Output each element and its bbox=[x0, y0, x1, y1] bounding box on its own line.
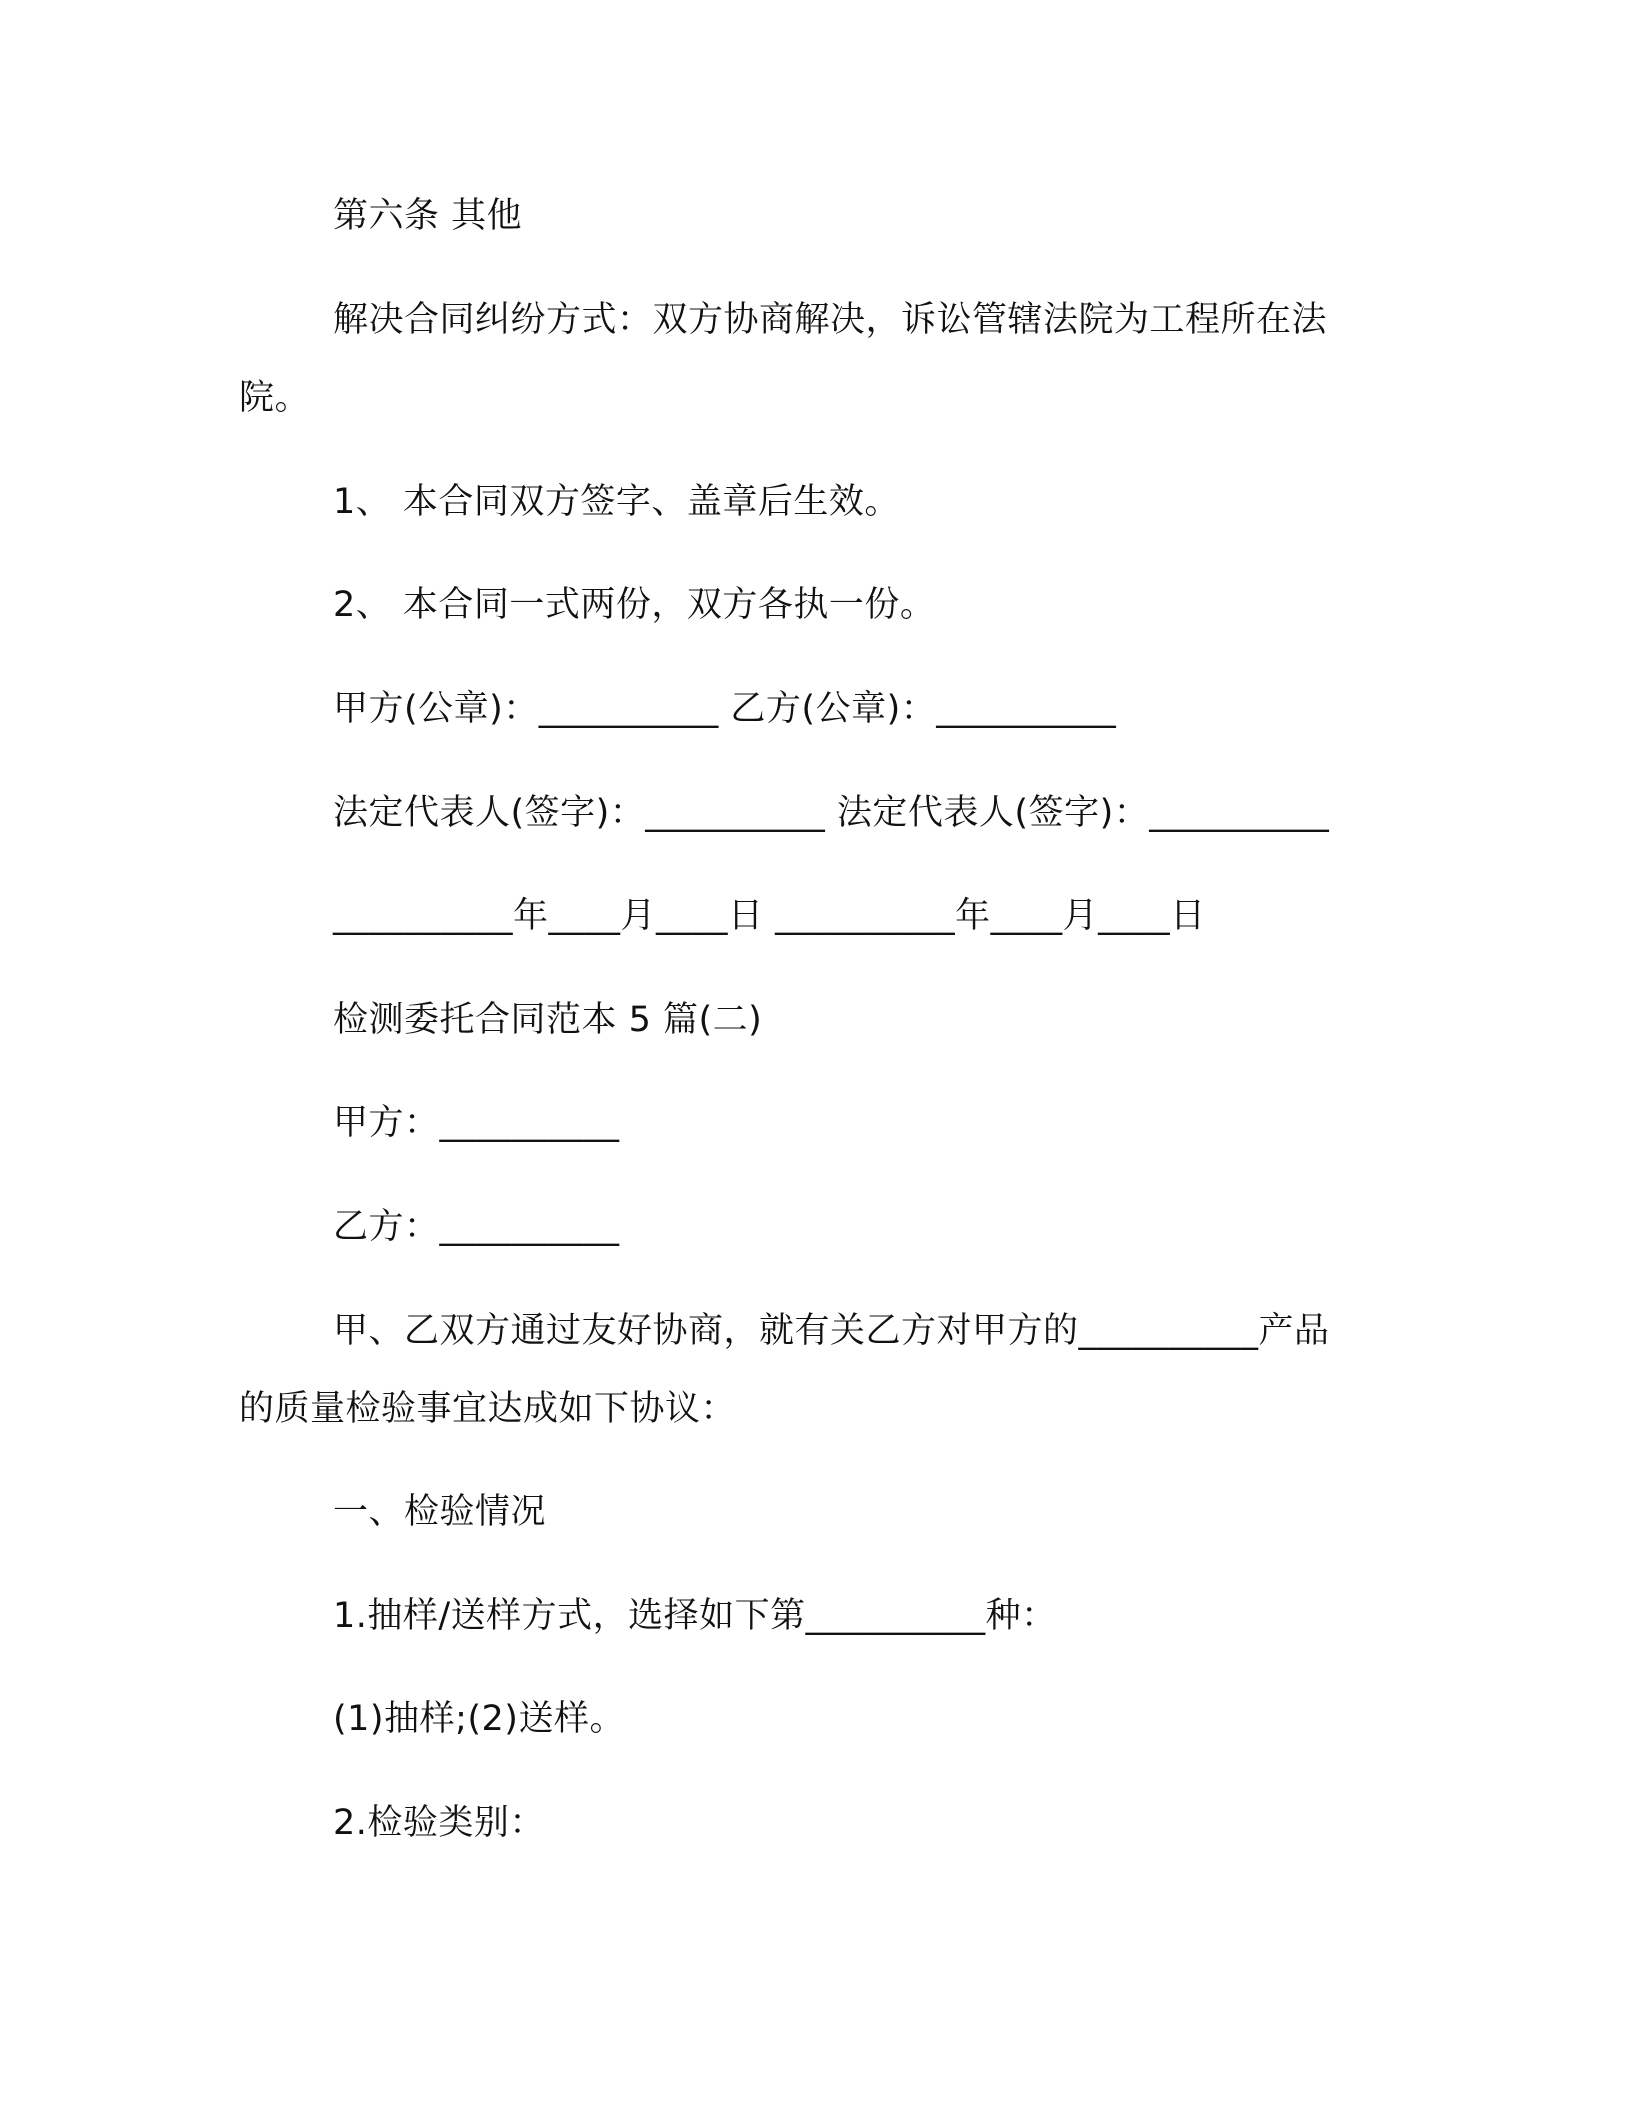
article-six-heading: 第六条 其他 bbox=[333, 196, 523, 236]
inspection-heading: 一、检验情况 bbox=[333, 1492, 547, 1532]
section-title: 检测委托合同范本 5 篇(二) bbox=[333, 1000, 763, 1040]
clause-1: 1、 本合同双方签字、盖章后生效。 bbox=[333, 482, 900, 522]
agreement-intro-line-1: 甲、乙双方通过友好协商，就有关乙方对甲方的__________产品 bbox=[333, 1311, 1330, 1351]
date-line: __________年____月____日 __________年____月____日 bbox=[333, 896, 1206, 936]
sampling-options-line: (1)抽样;(2)送样。 bbox=[333, 1699, 625, 1739]
dispute-resolution-line-1: 解决合同纠纷方式：双方协商解决，诉讼管辖法院为工程所在法 bbox=[333, 300, 1328, 340]
party-a-line: 甲方：__________ bbox=[333, 1103, 620, 1143]
inspection-category-line: 2.检验类别： bbox=[333, 1803, 545, 1843]
dispute-resolution-line-2: 院。 bbox=[239, 378, 311, 418]
clause-2: 2、 本合同一式两份，双方各执一份。 bbox=[333, 585, 936, 625]
party-b-line: 乙方：__________ bbox=[333, 1207, 620, 1247]
legal-representative-line: 法定代表人(签字)：__________ 法定代表人(签字)：__________ bbox=[333, 793, 1330, 833]
agreement-intro-line-2: 的质量检验事宜达成如下协议： bbox=[239, 1389, 737, 1429]
party-seal-line: 甲方(公章)：__________ 乙方(公章)：__________ bbox=[333, 689, 1117, 729]
sampling-method-line: 1.抽样/送样方式，选择如下第__________种： bbox=[333, 1596, 1057, 1636]
